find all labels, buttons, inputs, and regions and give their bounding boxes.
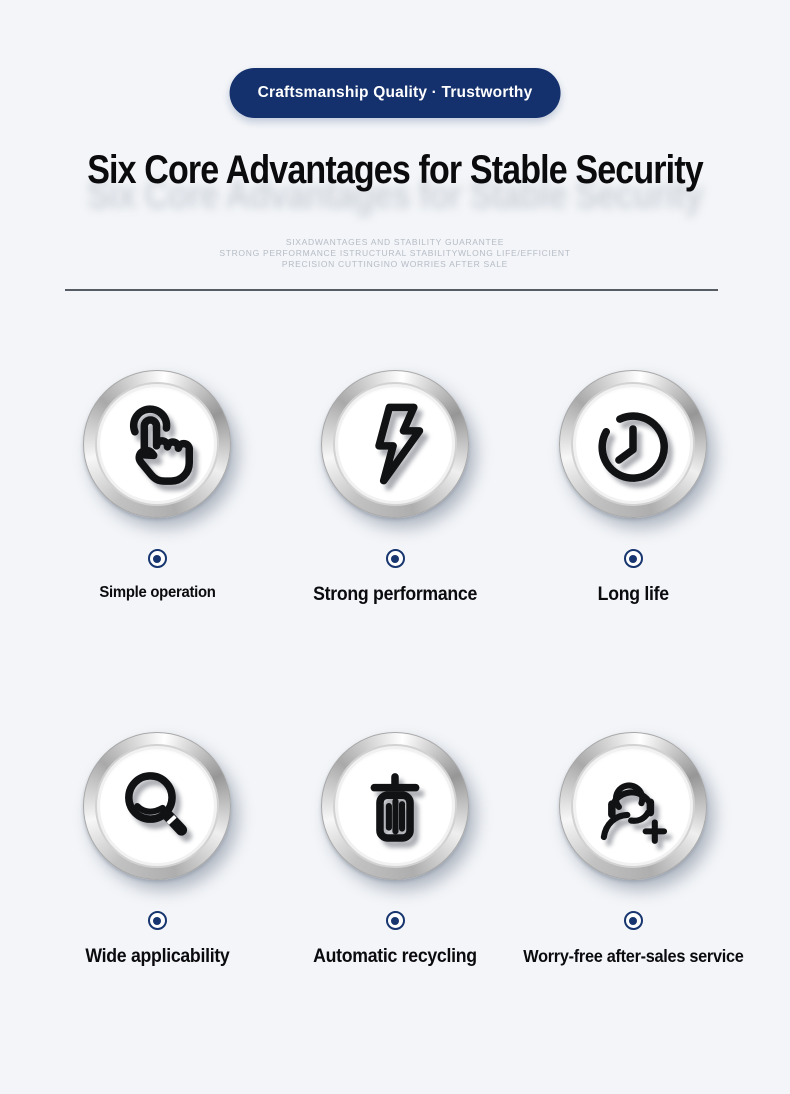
icon-disc: [571, 382, 695, 506]
radio-dot: [629, 555, 637, 563]
page-title: Six Core Advantages for Stable Security: [87, 148, 703, 192]
radio-marker: [624, 911, 643, 930]
advantage-label: Wide applicability: [84, 946, 230, 967]
advantage-card-after-sales-service: [514, 714, 752, 968]
advantage-card-simple-operation: [38, 352, 276, 606]
advantage-card-long-life: [514, 352, 752, 606]
advantages-grid: [38, 352, 752, 968]
tap-gesture-icon: [110, 397, 204, 491]
subtitle-line-1: SIXADWANTAGES AND STABILITY GUARANTEE: [285, 237, 505, 247]
radio-dot: [153, 555, 161, 563]
divider-line: [65, 289, 718, 291]
icon-disc: [95, 382, 219, 506]
advantage-label: Simple operation: [98, 584, 216, 601]
subtitle-block: [0, 237, 790, 270]
metallic-ring: [83, 370, 231, 518]
advantage-label: Automatic recycling: [313, 946, 477, 967]
radio-dot: [391, 917, 399, 925]
headset-agent-icon: [586, 759, 680, 853]
radio-dot: [153, 917, 161, 925]
radio-marker: [148, 549, 167, 568]
magnifier-icon: [110, 759, 204, 853]
icon-disc: [333, 382, 457, 506]
trash-bin-icon: [348, 759, 442, 853]
metallic-ring: [559, 370, 707, 518]
advantage-card-automatic-recycling: [276, 714, 514, 968]
quality-badge: [230, 68, 561, 118]
radio-dot: [629, 917, 637, 925]
radio-dot: [391, 555, 399, 563]
advantage-label: Worry-free after-sales service: [522, 946, 744, 966]
icon-disc: [333, 744, 457, 868]
radio-marker: [386, 549, 405, 568]
metallic-ring: [321, 370, 469, 518]
metallic-ring: [321, 732, 469, 880]
lightning-bolt-icon: [348, 397, 442, 491]
radio-marker: [624, 549, 643, 568]
advantage-card-wide-applicability: [38, 714, 276, 968]
clock-icon: [586, 397, 680, 491]
metallic-ring: [559, 732, 707, 880]
subtitle-line-3: PRECISION CUTTINGINO WORRIES AFTER SALE: [281, 259, 509, 269]
icon-disc: [571, 744, 695, 868]
quality-badge-label: Craftsmanship Quality · Trustworthy: [257, 84, 533, 101]
subtitle-line-2: STRONG PERFORMANCE ISTRUCTURAL STABILITYWLONG LIFE/EFFICIENT: [219, 248, 571, 258]
radio-marker: [386, 911, 405, 930]
icon-disc: [95, 744, 219, 868]
advantage-label: Long life: [597, 584, 669, 605]
radio-marker: [148, 911, 167, 930]
metallic-ring: [83, 732, 231, 880]
advantage-card-strong-performance: [276, 352, 514, 606]
advantage-label: Strong performance: [313, 584, 477, 605]
